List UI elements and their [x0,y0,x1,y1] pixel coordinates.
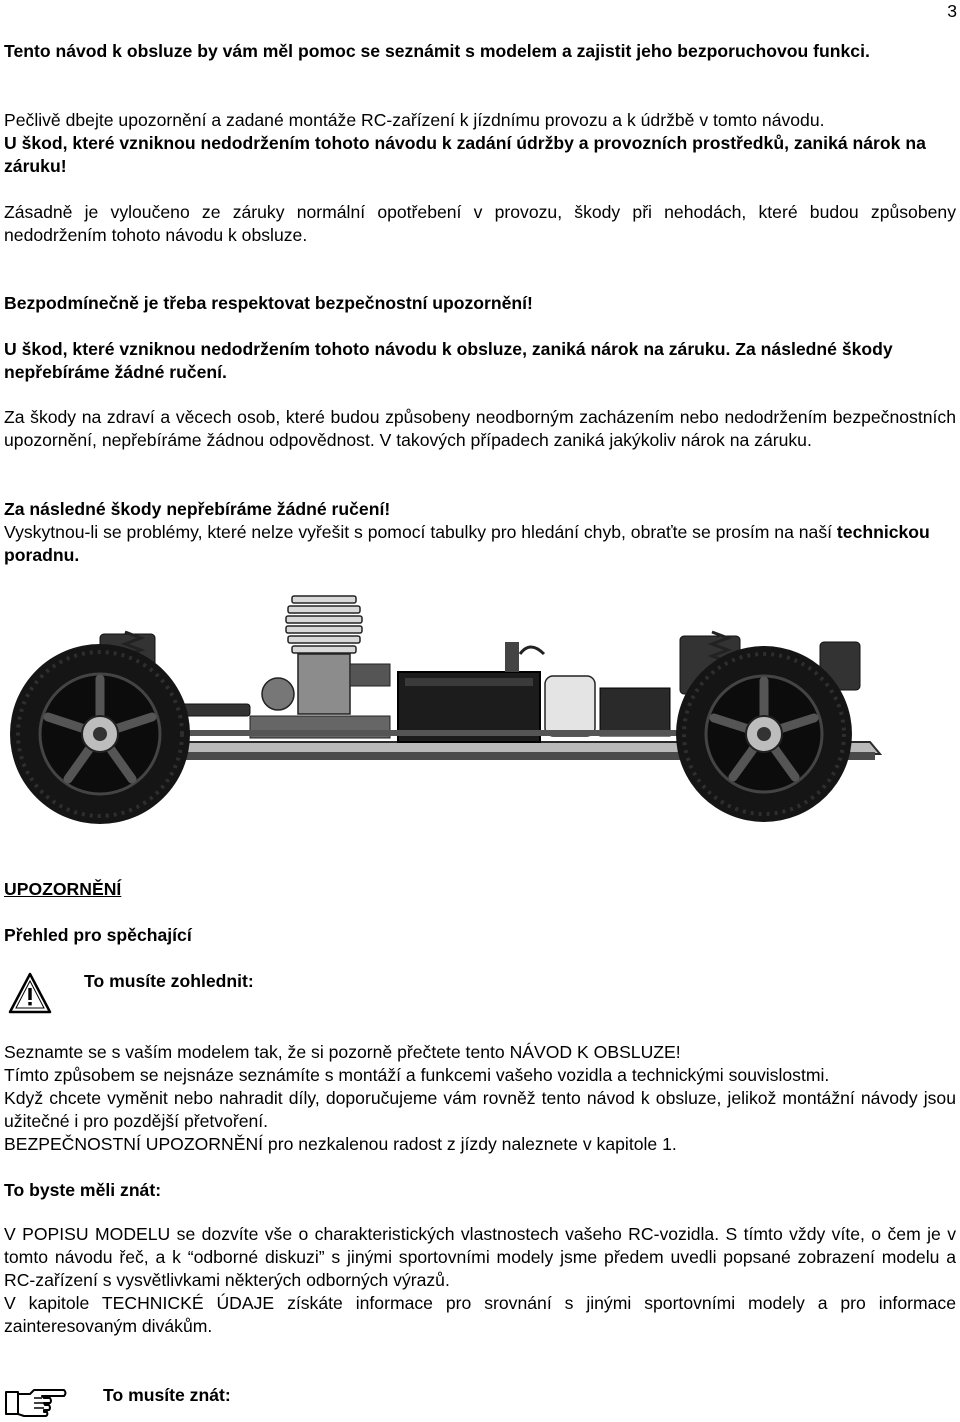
pointing-hand-icon [4,1386,68,1418]
warranty-exclusion: Zásadně je vyloučeno ze záruky normální opotřebení v provozu, škody při nehodách, které budou způsobeny nedodržením tohoto návodu k obsluze. [4,202,956,245]
health-damage-text: Za škody na zdraví a věcech osob, které budou způsobeny neodborným zacházením nebo nedodržením bezpečnostních upozornění, nepřebíráme žádnou odpovědnost. V takových případech zaniká jakýkoliv nárok na záruku. [4,407,956,450]
must-consider-label: To musíte zohlednit: [84,971,254,991]
notice-heading: UPOZORNĚNÍ [4,879,122,899]
support-text: Vyskytnou-li se problémy, které nelze vyřešit s pomocí tabulky pro hledání chyb, obraťte se prosím na naší [4,522,837,542]
should-know-line: V POPISU MODELU se dozvíte vše o charakteristických vlastnostech vašeho RC-vozidla. S tímto vždy víte, o čem je v tomto návodu řeč, a k “odborné diskuzi” s jinými sportovními modely jsme předem uvedli popsané zobrazení modelu a RC-zařízení s vysvětlivkami některých odborných výrazů. [4,1224,956,1290]
must-consider-line: Tímto způsobem se nejsnáze seznámíte s montáží a funkcemi vašeho vozidla a technickými souvislostmi. [4,1065,830,1085]
must-know-label: To musíte znát: [103,1385,231,1405]
technical-support-text: technickou poradnu. [4,522,930,565]
should-know-label: To byste měli znát: [4,1180,162,1200]
safety-must-text: Bezpodmínečně je třeba respektovat bezpečnostní upozornění! [4,293,533,313]
rc-car-chassis-photo [0,584,960,834]
must-consider-paragraph [4,1041,956,1156]
should-know-paragraph [4,1223,956,1338]
intro-lead: Tento návod k obsluze by vám měl pomoc se seznámit s modelem a zajistit jeho bezporuchovou funkci. [4,41,870,61]
warranty-void-text: U škod, které vzniknou nedodržením tohoto návodu k zadání údržby a provozních prostředků, zaniká nárok na záruku! [4,133,926,176]
must-consider-line: BEZPEČNOSTNÍ UPOZORNĚNÍ pro nezkalenou radost z jízdy naleznete v kapitole 1. [4,1134,677,1154]
no-liability-text: Za následné škody nepřebíráme žádné ručení! [4,499,391,519]
care-paragraph [4,109,956,178]
notice-subheading: Přehled pro spěchající [4,925,192,945]
should-know-line: V kapitole TECHNICKÉ ÚDAJE získáte informace pro srovnání s jinými sportovními modely a pro informace zainteresovaným divákům. [4,1293,956,1336]
page-number: 3 [947,1,957,21]
must-consider-line: Seznamte se s vaším modelem tak, že si pozorně přečtete tento NÁVOD K OBSLUZE! [4,1042,681,1062]
damage-void-text: U škod, které vzniknou nedodržením tohoto návodu k obsluze, zaniká nárok na záruku. Za následné škody nepřebíráme žádné ručení. [4,339,893,382]
must-consider-line: Když chcete vyměnit nebo nahradit díly, doporučujeme vám rovněž tento návod k obsluze, jelikož montážní návody jsou užitečné i pro pozdější přetvoření. [4,1088,956,1131]
warning-triangle-icon [8,972,52,1016]
support-paragraph [4,498,956,567]
care-line: Pečlivě dbejte upozornění a zadané montáže RC-zařízení k jízdnímu provozu a k údržbě v tomto návodu. [4,110,825,130]
